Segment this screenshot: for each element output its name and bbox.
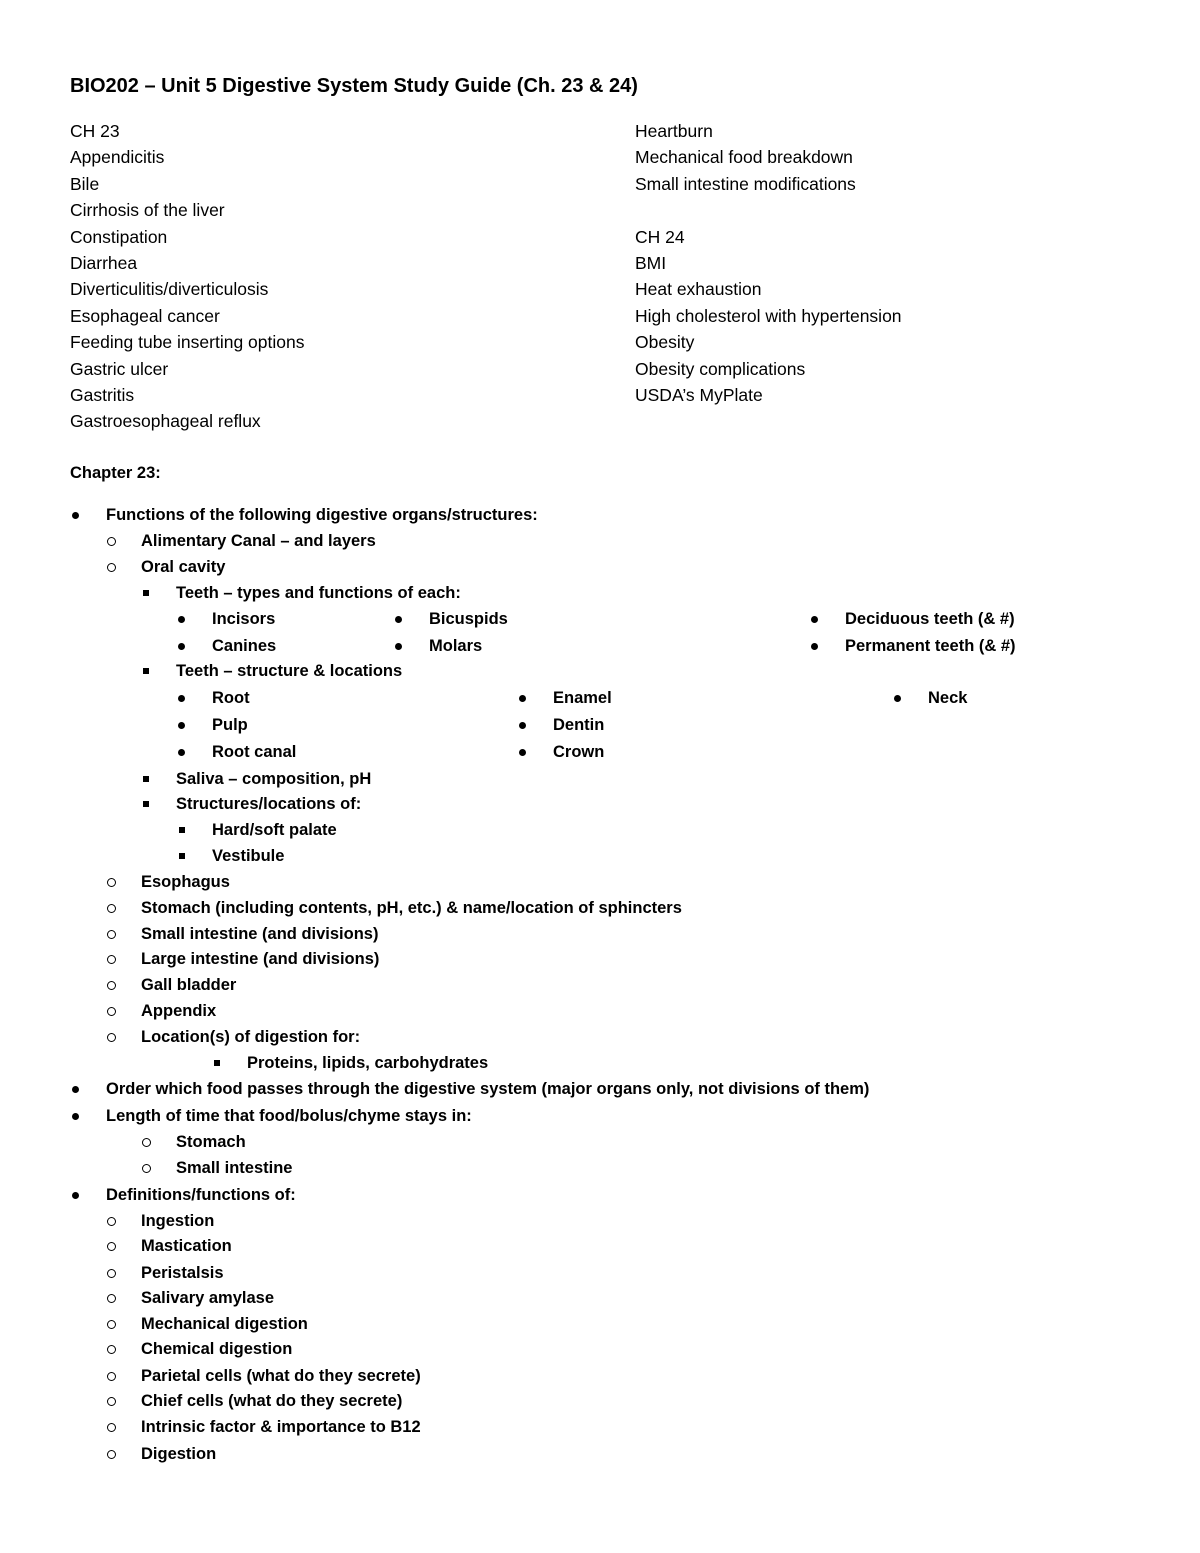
circle-bullet-icon — [107, 904, 116, 913]
topic-item: Diverticulitis/diverticulosis — [70, 279, 269, 300]
circle-bullet-icon — [107, 878, 116, 887]
topic-item: Heartburn — [635, 121, 713, 141]
list-item-label: Esophagus — [141, 873, 230, 891]
list-item-label: Order which food passes through the digestive system (major organs only, not divisions of them) — [106, 1080, 870, 1098]
circle-bullet-icon — [107, 1033, 116, 1042]
circle-bullet-icon — [107, 1372, 116, 1381]
square-bullet-icon — [214, 1060, 220, 1066]
topic-item: USDA’s MyPlate — [635, 384, 763, 405]
list-item-label: Gall bladder — [141, 976, 237, 994]
list-item-label: Parietal cells (what do they secrete) — [141, 1367, 421, 1385]
circle-bullet-icon — [107, 1269, 116, 1278]
circle-bullet-icon — [107, 1450, 116, 1459]
circle-bullet-icon — [107, 1007, 116, 1016]
topic-item: Bile — [70, 173, 100, 194]
list-item-label: Chief cells (what do they secrete) — [141, 1392, 403, 1410]
list-item-label: Hard/soft palate — [212, 821, 337, 839]
list-item-label: Bicuspids — [429, 610, 508, 628]
list-item-label: Small intestine — [176, 1159, 293, 1177]
list-item-label: Structures/locations of: — [176, 795, 362, 813]
square-bullet-icon — [143, 801, 149, 807]
list-item-label: Location(s) of digestion for: — [141, 1028, 361, 1046]
topic-item: Mechanical food breakdown — [635, 147, 853, 168]
list-item-label: Stomach — [176, 1133, 246, 1151]
bullet-icon — [178, 749, 185, 756]
topics-left-column — [70, 118, 304, 435]
list-item-label: Proteins, lipids, carbohydrates — [247, 1054, 489, 1072]
list-item-label: Peristalsis — [141, 1264, 224, 1282]
list-item-label: Incisors — [212, 610, 276, 628]
chapter-heading: Chapter 23: — [70, 464, 161, 482]
list-item-label: Vestibule — [212, 847, 285, 865]
bullet-icon — [811, 616, 818, 623]
list-item-label: Stomach (including contents, pH, etc.) & name/location of sphincters — [141, 899, 682, 917]
list-item-label: Teeth – structure & locations — [176, 662, 403, 680]
list-item-label: Saliva – composition, pH — [176, 770, 372, 788]
list-item-label: Large intestine (and divisions) — [141, 950, 380, 968]
list-item-label: Neck — [928, 689, 968, 707]
bullet-icon — [72, 1113, 79, 1120]
list-item-label: Length of time that food/bolus/chyme stays in: — [106, 1107, 472, 1125]
list-item-label: Pulp — [212, 716, 248, 734]
page-title: BIO202 – Unit 5 Digestive System Study Guide (Ch. 23 & 24) — [70, 75, 638, 97]
circle-bullet-icon — [107, 955, 116, 964]
bullet-icon — [72, 1192, 79, 1199]
bullet-icon — [519, 722, 526, 729]
list-item-label: Chemical digestion — [141, 1340, 293, 1358]
square-bullet-icon — [179, 853, 185, 859]
topic-item: Heat exhaustion — [635, 279, 762, 300]
bullet-icon — [72, 1086, 79, 1093]
bullet-icon — [178, 643, 185, 650]
list-item-label: Dentin — [553, 716, 605, 734]
circle-bullet-icon — [107, 1320, 116, 1329]
list-item-label: Intrinsic factor & importance to B12 — [141, 1418, 421, 1436]
topic-item: BMI — [635, 252, 667, 273]
list-item-label: Crown — [553, 743, 605, 761]
list-item-label: Ingestion — [141, 1212, 215, 1230]
bullet-icon — [178, 695, 185, 702]
list-item-label: Salivary amylase — [141, 1289, 275, 1307]
list-item-label: Permanent teeth (& #) — [845, 637, 1016, 655]
bullet-icon — [811, 643, 818, 650]
topic-item: Feeding tube inserting options — [70, 332, 305, 353]
list-item-label: Small intestine (and divisions) — [141, 925, 379, 943]
topic-item: Gastritis — [70, 384, 135, 405]
bullet-icon — [894, 695, 901, 702]
topic-item: Diarrhea — [70, 252, 138, 273]
list-item-label: Functions of the following digestive organs/structures: — [106, 506, 538, 524]
square-bullet-icon — [179, 827, 185, 833]
list-item-label: Teeth – types and functions of each: — [176, 584, 461, 602]
list-item-label: Mastication — [141, 1237, 232, 1255]
square-bullet-icon — [143, 668, 149, 674]
topic-item: Appendicitis — [70, 147, 165, 168]
list-item-label: Enamel — [553, 689, 612, 707]
circle-bullet-icon — [107, 563, 116, 572]
bullet-icon — [178, 616, 185, 623]
circle-bullet-icon — [142, 1164, 151, 1173]
bullet-icon — [395, 643, 402, 650]
topic-item: Obesity complications — [635, 358, 806, 379]
bullet-icon — [519, 695, 526, 702]
bullet-icon — [395, 616, 402, 623]
bullet-icon — [519, 749, 526, 756]
list-item-label: Molars — [429, 637, 483, 655]
list-item-label: Oral cavity — [141, 558, 226, 576]
topic-item: Esophageal cancer — [70, 305, 220, 326]
circle-bullet-icon — [107, 1423, 116, 1432]
topic-item: CH 23 — [70, 121, 120, 141]
circle-bullet-icon — [107, 1294, 116, 1303]
circle-bullet-icon — [142, 1138, 151, 1147]
list-item-label: Canines — [212, 637, 277, 655]
topic-item: Constipation — [70, 226, 168, 247]
list-item-label: Deciduous teeth (& #) — [845, 610, 1015, 628]
square-bullet-icon — [143, 776, 149, 782]
circle-bullet-icon — [107, 1345, 116, 1354]
circle-bullet-icon — [107, 930, 116, 939]
spacer — [635, 197, 902, 223]
topic-item: Obesity — [635, 332, 695, 353]
topic-item: CH 24 — [635, 226, 685, 247]
circle-bullet-icon — [107, 1217, 116, 1226]
circle-bullet-icon — [107, 537, 116, 546]
list-item-label: Root — [212, 689, 250, 707]
list-item-label: Root canal — [212, 743, 297, 761]
topic-item: Small intestine modifications — [635, 173, 856, 194]
list-item-label: Definitions/functions of: — [106, 1186, 296, 1204]
list-item-label: Appendix — [141, 1002, 217, 1020]
topic-item: High cholesterol with hypertension — [635, 305, 902, 326]
bullet-icon — [72, 512, 79, 519]
topic-item: Gastroesophageal reflux — [70, 411, 261, 432]
topics-right-column — [635, 118, 902, 408]
circle-bullet-icon — [107, 1397, 116, 1406]
list-item-label: Alimentary Canal – and layers — [141, 532, 376, 550]
circle-bullet-icon — [107, 981, 116, 990]
topic-item: Gastric ulcer — [70, 358, 169, 379]
list-item-label: Digestion — [141, 1445, 217, 1463]
bullet-icon — [178, 722, 185, 729]
topic-item: Cirrhosis of the liver — [70, 200, 225, 221]
list-item-label: Mechanical digestion — [141, 1315, 308, 1333]
square-bullet-icon — [143, 590, 149, 596]
circle-bullet-icon — [107, 1242, 116, 1251]
